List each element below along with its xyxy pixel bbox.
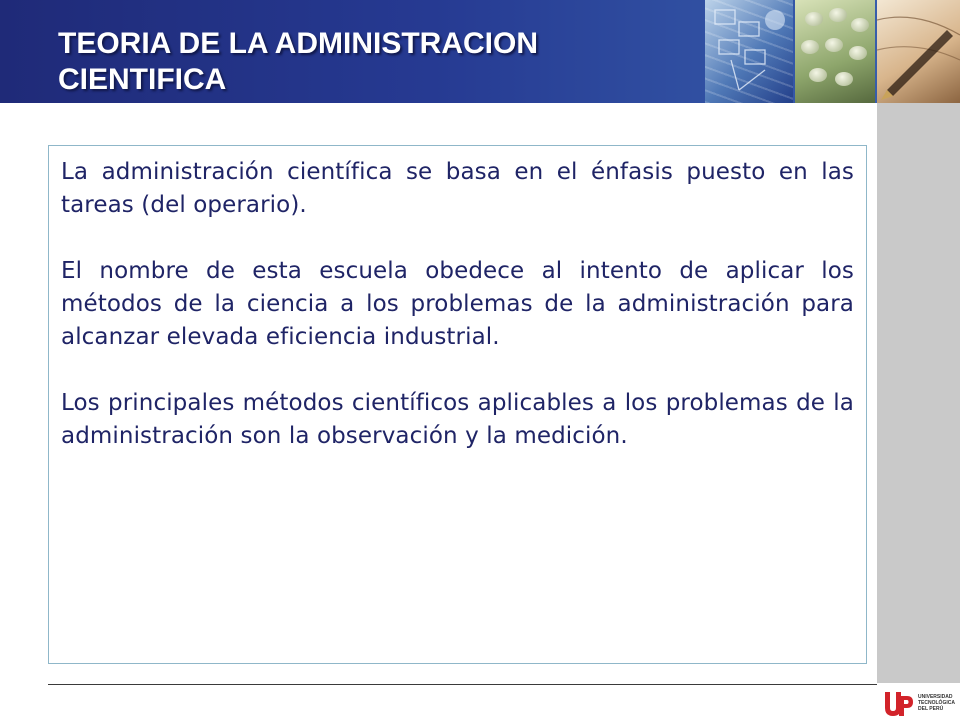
slide-title-line-2: CIENTIFICA — [58, 63, 227, 96]
paragraph-3: Los principales métodos científicos aplicables a los problemas de la administración son la observación y la medición. — [61, 390, 854, 449]
keyboard-keys-photo — [795, 0, 875, 103]
calculator-photo — [705, 0, 793, 103]
paragraph-2: El nombre de esta escuela obedece al intento de aplicar los métodos de la ciencia a los problemas de la administración para alcanzar elevada eficiencia industrial. — [61, 258, 854, 350]
fountain-pen-photo — [877, 0, 960, 103]
key-shape — [809, 68, 827, 82]
slide-title-line-1: TEORIA DE LA ADMINISTRACION — [58, 27, 538, 60]
slide-title — [58, 26, 698, 98]
fountain-pen-art — [877, 0, 960, 103]
key-shape — [829, 8, 847, 22]
logo-text-line: DEL PERÚ — [918, 705, 944, 712]
side-strip — [877, 103, 960, 683]
key-shape — [805, 12, 823, 26]
key-shape — [825, 38, 843, 52]
utp-logo — [877, 685, 960, 720]
content-box — [48, 145, 867, 664]
key-shape — [849, 46, 867, 60]
logo-text — [918, 694, 955, 712]
logo-text-line: UNIVERSIDAD — [918, 693, 953, 700]
key-shape — [851, 18, 869, 32]
paragraph-1: La administración científica se basa en el énfasis puesto en las tareas (del operario). — [61, 159, 854, 218]
footer-divider — [48, 684, 877, 685]
utp-logo-icon — [881, 688, 915, 718]
calculator-photo-art — [705, 0, 793, 103]
key-shape — [835, 72, 853, 86]
logo-text-line: TECNOLÓGICA — [918, 699, 955, 706]
key-shape — [801, 40, 819, 54]
